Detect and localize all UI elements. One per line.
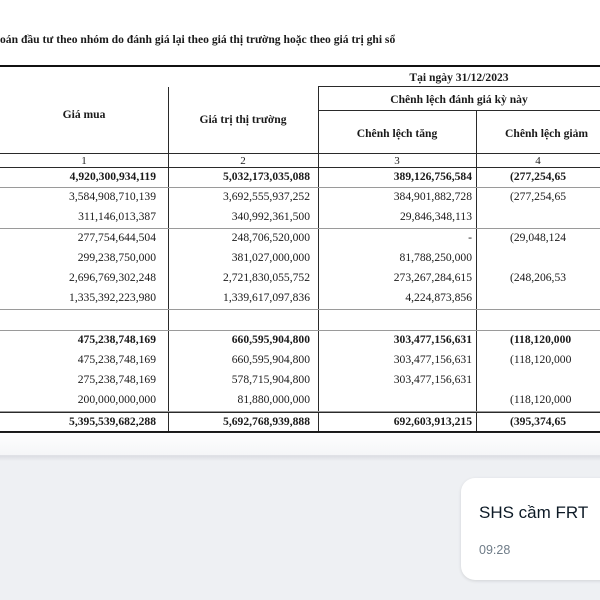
cell-market-value: 340,992,361,500: [231, 210, 310, 223]
cell-increase: 692,603,913,215: [393, 415, 472, 428]
message-bubble[interactable]: [461, 478, 600, 580]
cell-purchase-price: 277,754,644,504: [77, 231, 156, 244]
cell-decrease: (277,254,65: [510, 190, 567, 203]
cell-purchase-price: 4,920,300,934,119: [69, 170, 156, 183]
cell-market-value: 5,032,173,035,088: [223, 170, 310, 183]
cell-increase: -: [468, 231, 472, 244]
cell-market-value: 1,339,617,097,836: [223, 291, 310, 304]
cell-purchase-price: 1,335,392,223,980: [69, 291, 156, 304]
header-group-divider: [318, 110, 600, 111]
row-divider: [0, 309, 600, 310]
column-number: 4: [535, 155, 541, 167]
header-date-divider: [318, 86, 600, 87]
header-purchase-price: Giá mua: [62, 108, 106, 121]
cell-market-value: 660,595,904,800: [231, 353, 310, 366]
row-divider: [0, 187, 600, 188]
cell-market-value: 5,692,768,939,888: [223, 415, 310, 428]
column-number: 3: [394, 155, 400, 167]
cell-market-value: 81,880,000,000: [237, 393, 310, 406]
photo-shadow: [0, 455, 600, 461]
header-bottom-border: [0, 153, 600, 154]
cell-market-value: 3,692,555,937,252: [223, 190, 310, 203]
header-decrease: Chênh lệch giảm: [505, 127, 589, 140]
row-divider: [0, 228, 600, 229]
cell-decrease: (118,120,000: [510, 353, 572, 366]
cell-market-value: 248,706,520,000: [231, 231, 310, 244]
column-number: 2: [240, 155, 246, 167]
cell-market-value: 578,715,904,800: [231, 373, 310, 386]
cell-purchase-price: 475,238,748,169: [77, 333, 156, 346]
cell-market-value: 2,721,830,055,752: [223, 271, 310, 284]
cell-increase: 81,788,250,000: [399, 251, 472, 264]
header-increase: Chênh lệch tăng: [356, 127, 438, 140]
cell-increase: 303,477,156,631: [393, 333, 472, 346]
cell-decrease: (277,254,65: [510, 170, 567, 183]
cell-purchase-price: 275,238,748,169: [77, 373, 156, 386]
total-top-border: [0, 412, 600, 413]
cell-purchase-price: 299,238,750,000: [77, 251, 156, 264]
cell-purchase-price: 2,696,769,302,248: [69, 271, 156, 284]
cell-increase: 4,224,873,856: [405, 291, 472, 304]
cell-decrease: (29,048,124: [510, 231, 567, 244]
document-caption: oán đầu tư theo nhóm do đánh giá lại theo giá thị trường hoặc theo giá trị ghi sổ: [0, 33, 396, 46]
cell-market-value: 381,027,000,000: [231, 251, 310, 264]
cell-purchase-price: 200,000,000,000: [77, 393, 156, 406]
cell-decrease: (118,120,000: [510, 393, 572, 406]
cell-decrease: (248,206,53: [510, 271, 567, 284]
message-time: 09:28: [479, 543, 511, 557]
cell-purchase-price: 5,395,539,682,288: [69, 415, 156, 428]
column-number: 1: [81, 155, 87, 167]
message-text: SHS cầm FRT: [479, 503, 589, 522]
cell-purchase-price: 311,146,013,387: [78, 210, 156, 223]
cell-increase: 303,477,156,631: [393, 373, 472, 386]
header-date: Tại ngày 31/12/2023: [409, 71, 509, 84]
cell-increase: 389,126,756,584: [393, 170, 472, 183]
cell-purchase-price: 3,584,908,710,139: [69, 190, 156, 203]
cell-purchase-price: 475,238,748,169: [77, 353, 156, 366]
cell-market-value: 660,595,904,800: [231, 333, 310, 346]
cell-increase: 303,477,156,631: [393, 353, 472, 366]
header-market-value: Giá trị thị trường: [199, 113, 287, 126]
cell-decrease: (118,120,000: [510, 333, 572, 346]
table-top-border: [0, 65, 600, 67]
cell-increase: 273,267,284,615: [393, 271, 472, 284]
cell-increase: 29,846,348,113: [399, 210, 472, 223]
header-revaluation-diff: Chênh lệch đánh giá kỳ này: [390, 93, 528, 106]
column-number-divider: [0, 167, 600, 168]
cell-increase: 384,901,882,728: [393, 190, 472, 203]
cell-decrease: (395,374,65: [510, 415, 567, 428]
row-divider: [0, 330, 600, 331]
